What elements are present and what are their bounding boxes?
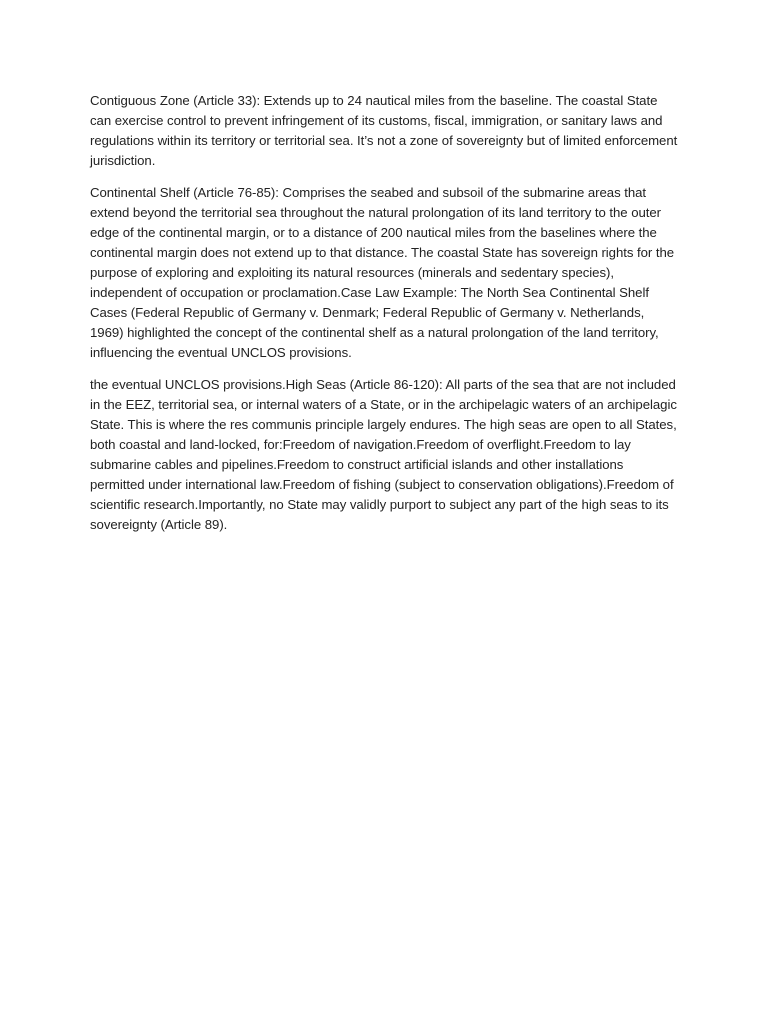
paragraph-contiguous-zone: Contiguous Zone (Article 33): Extends up to 24 nautical miles from the baseline. The coastal State can exercise control to prevent infringement of its customs, fiscal, immigration, or sanitary laws and regulations within its territory or territorial sea. It’s not a zone of sovereignty but of limited enforcement jurisdiction. (90, 93, 678, 168)
paragraph-continental-shelf: Continental Shelf (Article 76-85): Comprises the seabed and subsoil of the submarine areas that extend beyond the territorial sea throughout the natural prolongation of its land territory to the outer edge of the continental margin, or to a distance of 200 nautical miles from the baselines where the continental margin does not extend up to that distance. The coastal State has sovereign rights for the purpose of exploring and exploiting its natural resources (minerals and sedentary species), independent of occupation or proclamation.Case Law Example: The North Sea Continental Shelf Cases (Federal Republic of Germany v. Denmark; Federal Republic of Germany v. Netherlands, 1969) highlighted the concept of the continental shelf as a natural prolongation of the land territory, influencing the eventual UNCLOS provisions. (90, 185, 675, 360)
paragraph-high-seas: the eventual UNCLOS provisions.High Seas (Article 86-120): All parts of the sea that are not included in the EEZ, territorial sea, or internal waters of a State, or in the archipelagic waters of an archipelagic State. This is where the res communis principle largely endures. The high seas are open to all States, both coastal and land-locked, for:Freedom of navigation.Freedom of overflight.Freedom to lay submarine cables and pipelines.Freedom to construct artificial islands and other installations permitted under international law.Freedom of fishing (subject to conservation obligations).Freedom of scientific research.Importantly, no State may validly purport to subject any part of the high seas to its sovereignty (Article 89). (90, 377, 677, 532)
